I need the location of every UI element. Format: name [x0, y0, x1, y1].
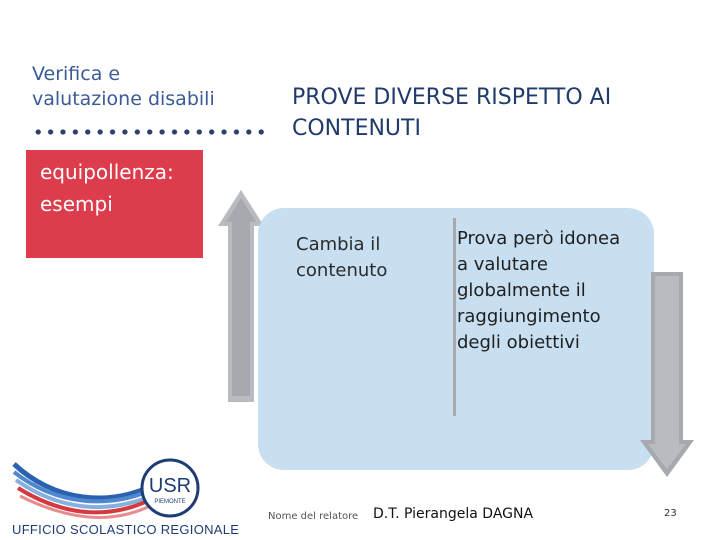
page-number: 23: [664, 508, 677, 519]
suitable-test-line-4: raggiungimento: [457, 306, 601, 327]
section-title: [32, 62, 282, 112]
usr-logo: [10, 436, 240, 537]
suitable-test-line-5: degli obiettivi: [457, 332, 580, 353]
change-content-cell: [296, 232, 436, 284]
highlight-text: [40, 156, 200, 220]
section-title-line-2: valutazione disabili: [32, 88, 215, 110]
suitable-test-cell: [457, 226, 652, 356]
change-content-line-2: contenuto: [296, 260, 388, 281]
logo-usr-text: USR: [148, 475, 192, 497]
suitable-test-line-1: Prova però idonea: [457, 228, 621, 249]
slide-title-line-1: PROVE DIVERSE RISPETTO AI: [292, 85, 612, 110]
dotted-divider: [32, 128, 268, 136]
section-title-line-1: Verifica e: [32, 63, 121, 85]
change-content-line-1: Cambia il: [296, 234, 381, 255]
suitable-test-line-2: a valutare: [457, 254, 549, 275]
logo-region-text: PIEMONTE: [154, 499, 186, 505]
highlight-line-2: esempi: [40, 192, 113, 216]
logo-caption: UFFICIO SCOLASTICO REGIONALE: [12, 522, 240, 537]
speaker-label: Nome del relatore: [268, 511, 359, 522]
slide-title-line-2: CONTENUTI: [292, 116, 421, 141]
slide-title: [292, 82, 692, 144]
down-arrow-icon: [640, 272, 694, 477]
suitable-test-line-3: globalmente il: [457, 280, 586, 301]
highlight-line-1: equipollenza:: [40, 160, 174, 184]
author-name: D.T. Pierangela DAGNA: [373, 506, 534, 522]
panel-divider: [453, 218, 456, 416]
